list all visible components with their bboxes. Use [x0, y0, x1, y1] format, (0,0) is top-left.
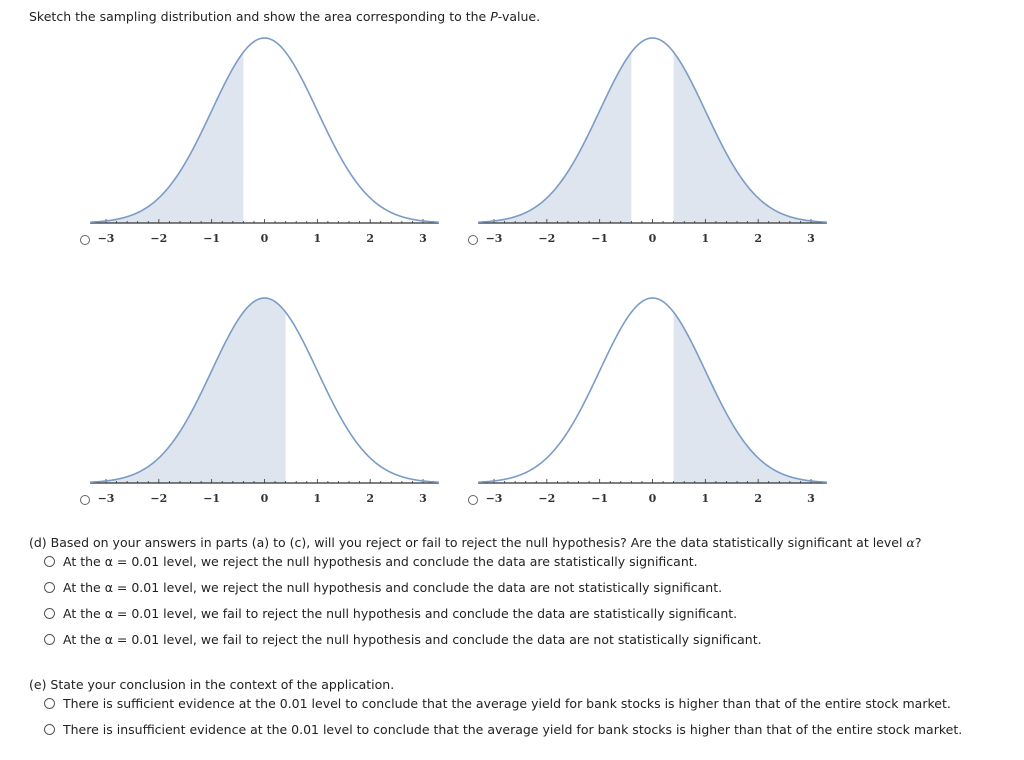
- normal-curve: [478, 298, 827, 482]
- normal-curve: [90, 38, 439, 222]
- part-d-option-4[interactable]: At the α = 0.01 level, we fail to reject the null hypothesis and conclude the data are not statistically significant.: [44, 630, 762, 648]
- tick-label: 0: [648, 232, 657, 245]
- distribution-plot-a: [78, 30, 458, 290]
- shaded-area: [90, 52, 243, 223]
- tick-label: 2: [366, 232, 374, 245]
- part-d-option-3[interactable]: At the α = 0.01 level, we fail to reject the null hypothesis and conclude the data are statistically significant.: [44, 604, 737, 622]
- tick-label: 2: [366, 492, 374, 505]
- tick-label: 1: [701, 492, 710, 505]
- tick-label: 3: [807, 492, 815, 505]
- radio-button[interactable]: [44, 634, 55, 645]
- normal-curve-chart-a: [78, 30, 458, 260]
- tick-label: −3: [485, 232, 503, 245]
- shaded-area: [478, 52, 631, 223]
- part-d-option-2[interactable]: At the α = 0.01 level, we reject the null hypothesis and conclude the data are not statistically significant.: [44, 578, 722, 596]
- normal-curve-chart-c: [78, 290, 458, 520]
- radio-button[interactable]: [44, 556, 55, 567]
- part-e-option-1[interactable]: There is sufficient evidence at the 0.01 level to conclude that the average yield for bank stocks is higher than that of the entire stock market.: [44, 694, 951, 712]
- radio-button[interactable]: [44, 582, 55, 593]
- tick-label: −2: [538, 492, 556, 505]
- tick-label: 3: [419, 492, 427, 505]
- tick-label: 1: [701, 232, 710, 245]
- instruction-text: Sketch the sampling distribution and show the area corresponding to the P-value.: [29, 9, 541, 24]
- radio-button[interactable]: [44, 608, 55, 619]
- tick-label: −3: [97, 232, 115, 245]
- tick-label: −2: [538, 232, 556, 245]
- tick-label: −1: [203, 232, 221, 245]
- tick-label: 0: [260, 492, 269, 505]
- part-e-option-2[interactable]: There is insufficient evidence at the 0.01 level to conclude that the average yield for bank stocks is higher than that of the entire stock market.: [44, 720, 962, 738]
- distribution-plot-b: [466, 30, 846, 290]
- normal-curve: [478, 38, 827, 222]
- tick-label: 2: [754, 492, 762, 505]
- part-d-question: (d) Based on your answers in parts (a) to (c), will you reject or fail to reject the null hypothesis? Are the data statistically significant at level α?: [29, 535, 922, 550]
- distribution-plot-c: [78, 290, 458, 550]
- tick-label: 3: [807, 232, 815, 245]
- part-d-option-1[interactable]: At the α = 0.01 level, we reject the null hypothesis and conclude the data are statistically significant.: [44, 552, 698, 570]
- tick-label: −3: [485, 492, 503, 505]
- tick-label: 2: [754, 232, 762, 245]
- tick-label: 1: [313, 232, 322, 245]
- radio-button[interactable]: [44, 724, 55, 735]
- tick-label: 1: [313, 492, 322, 505]
- tick-label: 0: [648, 492, 657, 505]
- normal-curve-chart-d: [466, 290, 846, 520]
- tick-label: −2: [150, 232, 168, 245]
- tick-label: −2: [150, 492, 168, 505]
- tick-label: 3: [419, 232, 427, 245]
- shaded-area: [674, 52, 827, 223]
- tick-label: −1: [203, 492, 221, 505]
- radio-button[interactable]: [44, 698, 55, 709]
- normal-curve-chart-b: [466, 30, 846, 260]
- tick-label: −1: [591, 492, 609, 505]
- tick-label: −1: [591, 232, 609, 245]
- shaded-area: [90, 298, 285, 483]
- tick-label: −3: [97, 492, 115, 505]
- tick-label: 0: [260, 232, 269, 245]
- distribution-plot-d: [466, 290, 846, 550]
- shaded-area: [674, 312, 827, 483]
- part-e-question: (e) State your conclusion in the context of the application.: [29, 677, 395, 692]
